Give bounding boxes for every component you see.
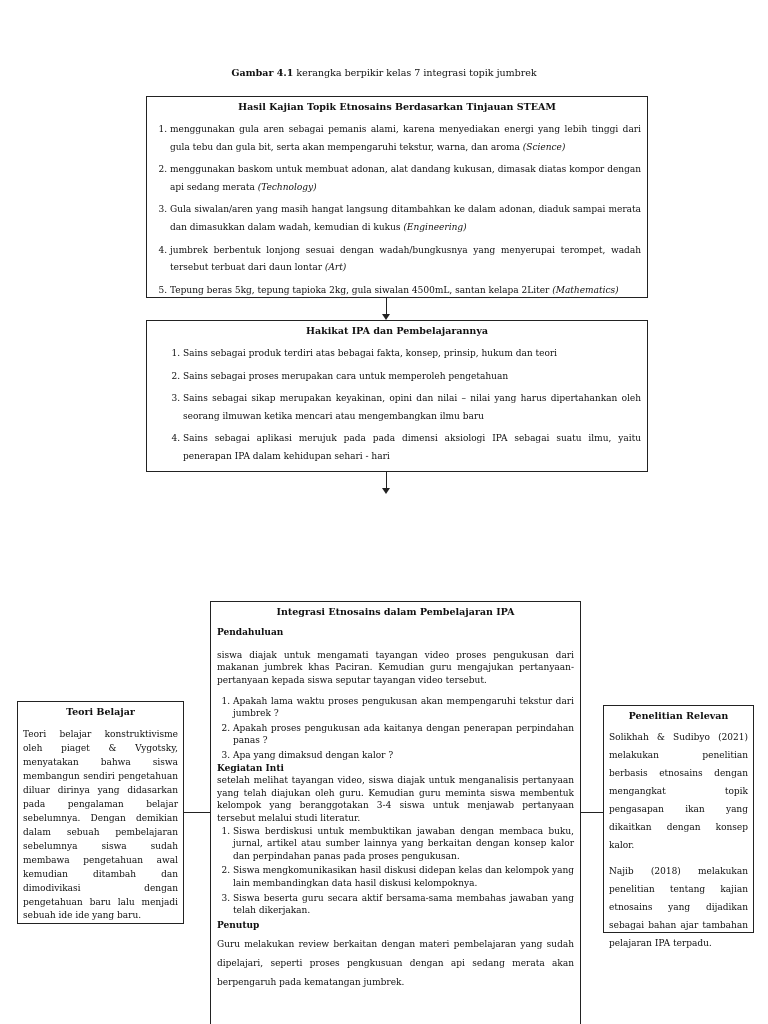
relevan-paragraph: Najib (2018) melakukan penelitian tentang kajian etnosains yang dijadikan sebagai bahan ajar tambahan pelajaran IPA terpadu. xyxy=(609,867,748,950)
step-item: 2. Siswa mengkomunikasikan hasil diskusi didepan kelas dan kelompok yang lain membandingkan data hasil diskusi kelompoknya. xyxy=(233,865,574,890)
steam-review-box xyxy=(146,96,648,298)
hakikat-item: 1. Sains sebagai produk terdiri atas bebagai fakta, konsep, prinsip, hukum dan teori xyxy=(183,346,641,364)
figure-label: Gambar 4.1 xyxy=(231,68,294,79)
question-item: 2. Apakah proses pengukusan ada kaitanya dengan penerapan perpindahan panas ? xyxy=(233,723,574,748)
teori-belajar-text: Teori belajar konstruktivisme oleh piaget & Vygotsky, menyatakan bahwa siswa membangun sendiri pengetahuan diluar dirinya yang didasarkan pada pengalaman belajar sebelumnya. Dengan demikian dalam sebuah pembelajaran sebelumnya siswa sudah membawa pengetahuan awal kemudian ditambah dan dimodivikasi dengan pengetahuan baru lalu menjadi sebuah ide ide yang baru. xyxy=(23,730,178,922)
arrowhead-icon xyxy=(382,488,390,494)
kegiatan-inti-steps xyxy=(217,826,574,918)
kegiatan-inti-text: setelah melihat tayangan video, siswa diajak untuk menganalisis pertanyaan yang telah diajukan oleh guru. Kemudian guru meminta siswa membentuk kelompok yang beranggotakan 3-4 siswa untuk menjawab pertanyaan tersebut melalui studi literatur. xyxy=(217,776,574,825)
pendahuluan-questions xyxy=(217,696,574,763)
kegiatan-inti-heading: Kegiatan Inti xyxy=(217,763,284,774)
steam-item: 4. jumbrek berbentuk lonjong sesuai dengan wadah/bungkusnya yang menyerupai terompet, wadah tersebut terbuat dari daun lontar (Art) xyxy=(170,243,641,278)
steam-review-list xyxy=(153,122,641,300)
connector-left xyxy=(184,812,210,813)
step-item: 1. Siswa berdiskusi untuk membuktikan jawaban dengan membaca buku, jurnal, artikel atau sumber lainnya yang berkaitan dengan konsep kalor dan perpindahan panas pada proses pengukusan. xyxy=(233,826,574,864)
integrasi-title: Integrasi Etnosains dalam Pembelajaran IPA xyxy=(276,607,515,618)
connector-right xyxy=(581,812,603,813)
hakikat-item: 3. Sains sebagai sikap merupakan keyakinan, opini dan nilai – nilai yang harus dipertahankan oleh seorang ilmuwan ketika mencari atau mengembangkan ilmu baru xyxy=(183,391,641,426)
steam-item: 5. Tepung beras 5kg, tepung tapioka 2kg, gula siwalan 4500mL, santan kelapa 2Liter (Mathematics) xyxy=(170,283,641,301)
figure-caption-text: kerangka berpikir kelas 7 integrasi topik jumbrek xyxy=(296,68,537,79)
hakikat-item: 2. Sains sebagai proses merupakan cara untuk memperoleh pengetahuan xyxy=(183,369,641,387)
teori-belajar-box xyxy=(17,701,184,924)
relevan-paragraph: Solikhah & Sudibyo (2021) melakukan penelitian berbasis etnosains dengan mengangkat topik pengasapan ikan yang dikaitkan dengan konsep kalor. xyxy=(609,733,748,852)
penutup-text: Guru melakukan review berkaitan dengan materi pembelajaran yang sudah dipelajari, seperti proses pengkusuan dengan api sedang merata akan berpengaruh pada kematangan jumbrek. xyxy=(217,940,574,989)
steam-item: 1. menggunakan gula aren sebagai pemanis alami, karena menyediakan energi yang lebih tinggi dari gula tebu dan gula bit, serta akan mempengaruhi tekstur, warna, dan aroma (Science) xyxy=(170,122,641,157)
steam-item: 3. Gula siwalan/aren yang masih hangat langsung ditambahkan ke dalam adonan, diaduk sampai merata dan dimasukkan dalam wadah, kemudian di kukus (Engineering) xyxy=(170,202,641,237)
teori-belajar-title: Teori Belajar xyxy=(66,707,135,718)
integrasi-etnosains-box xyxy=(210,601,581,1024)
hakikat-item: 4. Sains sebagai aplikasi merujuk pada pada dimensi aksiologi IPA sebagai suatu ilmu, yaitu penerapan IPA dalam kehidupan sehari - hari xyxy=(183,431,641,466)
question-item: 3. Apa yang dimaksud dengan kalor ? xyxy=(233,750,574,763)
pendahuluan-heading: Pendahuluan xyxy=(217,628,284,639)
steam-item: 2. menggunakan baskom untuk membuat adonan, alat dandang kukusan, dimasak diatas kompor dengan api sedang merata (Technology) xyxy=(170,162,641,197)
pendahuluan-text: siswa diajak untuk mengamati tayangan video proses pengukusan dari makanan jumbrek khas Paciran. Kemudian guru mengajukan pertanyaan-pertanyaan kepada siswa seputar tayangan video tersebut. xyxy=(217,650,574,687)
hakikat-ipa-list xyxy=(153,346,641,466)
penutup-heading: Penutup xyxy=(217,920,260,931)
hakikat-ipa-title: Hakikat IPA dan Pembelajarannya xyxy=(305,326,489,337)
penelitian-relevan-title: Penelitian Relevan xyxy=(628,711,729,722)
hakikat-ipa-box xyxy=(146,320,648,472)
penelitian-relevan-box xyxy=(603,705,754,950)
step-item: 3. Siswa beserta guru secara aktif bersama-sama membahas jawaban yang telah dikerjakan. xyxy=(233,893,574,918)
figure-caption xyxy=(0,67,768,80)
question-item: 1. Apakah lama waktu proses pengukusan akan mempengaruhi tekstur dari jumbrek ? xyxy=(233,696,574,721)
steam-review-title: Hasil Kajian Topik Etnosains Berdasarkan Tinjauan STEAM xyxy=(238,102,556,113)
